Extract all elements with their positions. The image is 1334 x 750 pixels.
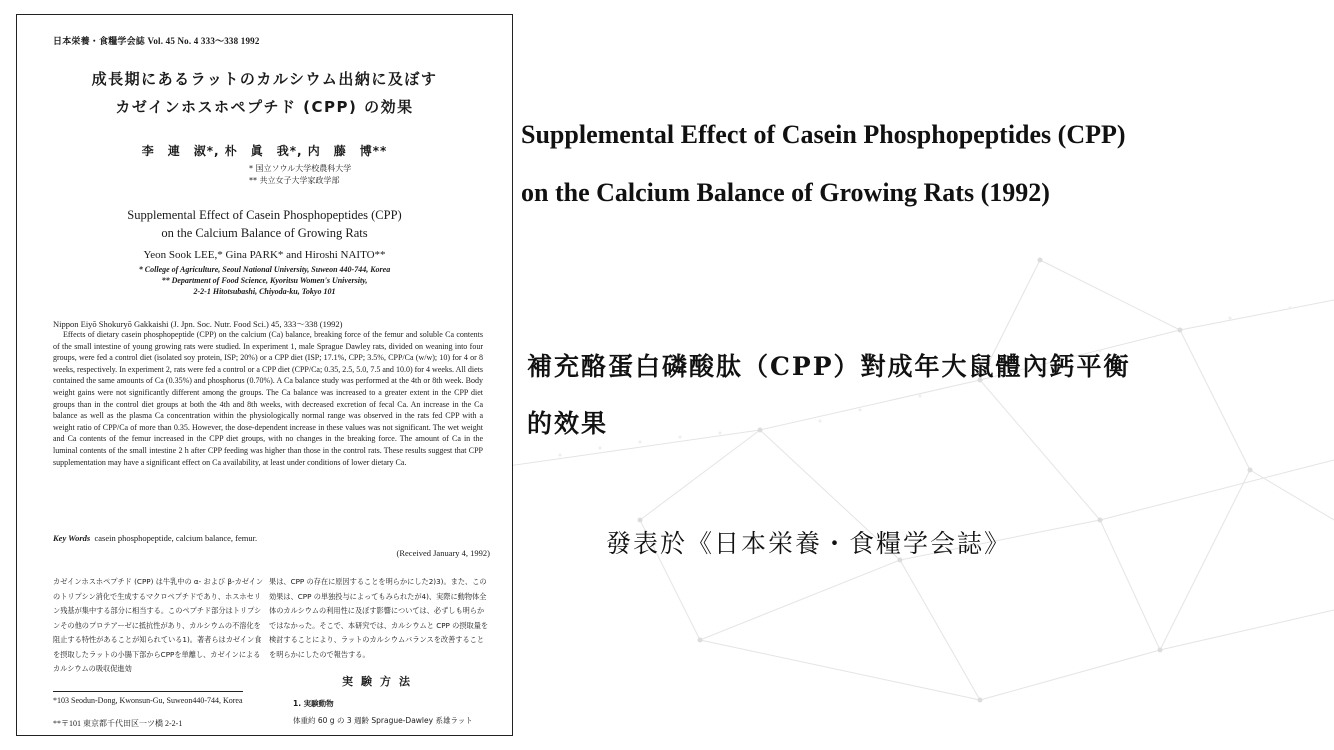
jp-body-right: 果は、CPP の存在に原因することを明らかにした2)3)。また、この効果は、CPP の単独投与によってもみられたが4)、実際に動物体全体のカルシウムの利用性に及ぼす影響については、必ずしも明らかではなかった。そこで、本研究では、カルシウムと CPP の摂取量を検討することにより、ラットのカルシウムバランスを改善することを明らかにしたので報告する。	[269, 577, 489, 659]
keywords-text: casein phosphopeptide, calcium balance, femur.	[94, 533, 258, 543]
en-title-line2: on the Calcium Balance of Growing Rats	[161, 226, 368, 240]
journal-header: 日本栄養・食糧学会誌 Vol. 45 No. 4 333～338 1992	[53, 36, 260, 46]
abstract: Effects of dietary casein phosphopeptide (CPP) on the calcium (Ca) balance, breaking force of the femur and soluble Ca contents of the small intestine of young growing rats were studied. In experiment 1, male Sprague Dawley rats, divided on weaning into four groups, were fed a control diet (isolated soy protein, ISP; 20%) or a CPP diet (ISP; 17.1%, CPP; 3.5%, CPP/Ca (w/w); 10) for 4 or 8 weeks, respectively. In experiment 2, rats were fed a control or a CPP diet (CPP/Ca; 0.35, 2.5, 5.0, 7.5 and 10.0) for 4 weeks. All diets contained the same amounts of Ca (0.35%) and phosphorus (0.70%). A Ca balance study was performed at the 4th or 8th week. Body weight gains were not significantly different among the groups. The Ca balance was increased to a greater extent in the CPP diet groups than in the control diet groups at both the 4th and 8th weeks, with decreased excretion of fecal Ca. An increase in the Ca balance as well as the plasma Ca concentration within the physiologically normal range was observed in the rats fed CPP with a weight ratio of CPP/Ca of more than 0.35. However, the dose-dependent increase in these values was not significant. The wet weight and Ca contents of the femur increased in the CPP diet groups, with no changes in the breaking force. The amount of Ca in the luminal contents of the small intestine 2 h after CPP feeding was higher than those in the control rats. These results suggest that CPP supplementation may have a significant effect on Ca availability, at least under conditions of lower dietary Ca.	[53, 330, 483, 467]
en-authors: Yeon Sook LEE,* Gina PARK* and Hiroshi NAITO**	[143, 249, 386, 261]
jp-title-line1: 成長期にあるラットのカルシウム出納に及ぼす	[91, 70, 438, 88]
caption-zh-line1: 補充酪蛋白磷酸肽（CPP）對成年大鼠體內鈣平衡	[527, 352, 1131, 381]
keywords	[53, 533, 257, 543]
subsection-text: 体重約 60 g の 3 週齢 Sprague-Dawley 系雄ラット	[293, 716, 473, 725]
citation: Nippon Eiyō Shokuryō Gakkaishi (J. Jpn. Soc. Nutr. Food Sci.) 45, 333～338 (1992)	[53, 319, 343, 329]
en-title-line1: Supplemental Effect of Casein Phosphopeptides (CPP)	[127, 208, 402, 222]
subsection-heading: 1. 実験動物	[293, 699, 334, 708]
caption-en-line1: Supplemental Effect of Casein Phosphopeptides (CPP)	[521, 120, 1126, 149]
jp-title-line2: カゼインホスホペプチド (CPP) の効果	[115, 98, 414, 116]
footnote-2: **〒101 東京都千代田区一ツ橋 2-2-1	[53, 719, 183, 728]
en-affiliation-2: ** Department of Food Science, Kyoritsu Women's University,	[161, 276, 368, 285]
footnote-1: *103 Seodun-Dong, Kwonsun-Gu, Suweon440-744, Korea	[53, 696, 243, 705]
jp-authors: 李 連 淑*, 朴 眞 我*, 内 藤 博**	[141, 144, 388, 158]
en-affiliation-1: * College of Agriculture, Seoul National University, Suweon 440-744, Korea	[138, 265, 391, 274]
section-heading: 実験方法	[342, 675, 418, 688]
footnote-divider	[53, 691, 243, 692]
caption-en-line2: on the Calcium Balance of Growing Rats (1992)	[521, 178, 1050, 207]
caption-published-in: 發表於《日本栄養・食糧学会誌》	[606, 529, 1012, 558]
jp-affiliation-1: * 国立ソウル大学校農科大学	[249, 164, 352, 173]
keywords-label: Key Words	[53, 533, 91, 543]
jp-body-left: カゼインホスホペプチド (CPP) は牛乳中の α- および β-カゼインのトリプシン消化で生成するマクロペプチドであり、ホスホセリン残基が集中する部分に相当する。このペプチド部分はトリプシンその他のプロテアーゼに抵抗性があり、カルシウムの不溶化を阻止する特性があることが知られている1)。著者らはカゼイン食を摂取したラットの小腸下部からCPPを単離し、カゼインによるカルシウムの吸収促進効	[53, 577, 264, 673]
received-date: (Received January 4, 1992)	[396, 548, 490, 558]
en-affiliation-3: 2-2-1 Hitotsubashi, Chiyoda-ku, Tokyo 101	[193, 287, 336, 296]
jp-affiliation-2: ** 共立女子大学家政学部	[249, 176, 340, 185]
paper-page	[16, 14, 513, 736]
caption-zh-line2: 的效果	[527, 409, 609, 438]
